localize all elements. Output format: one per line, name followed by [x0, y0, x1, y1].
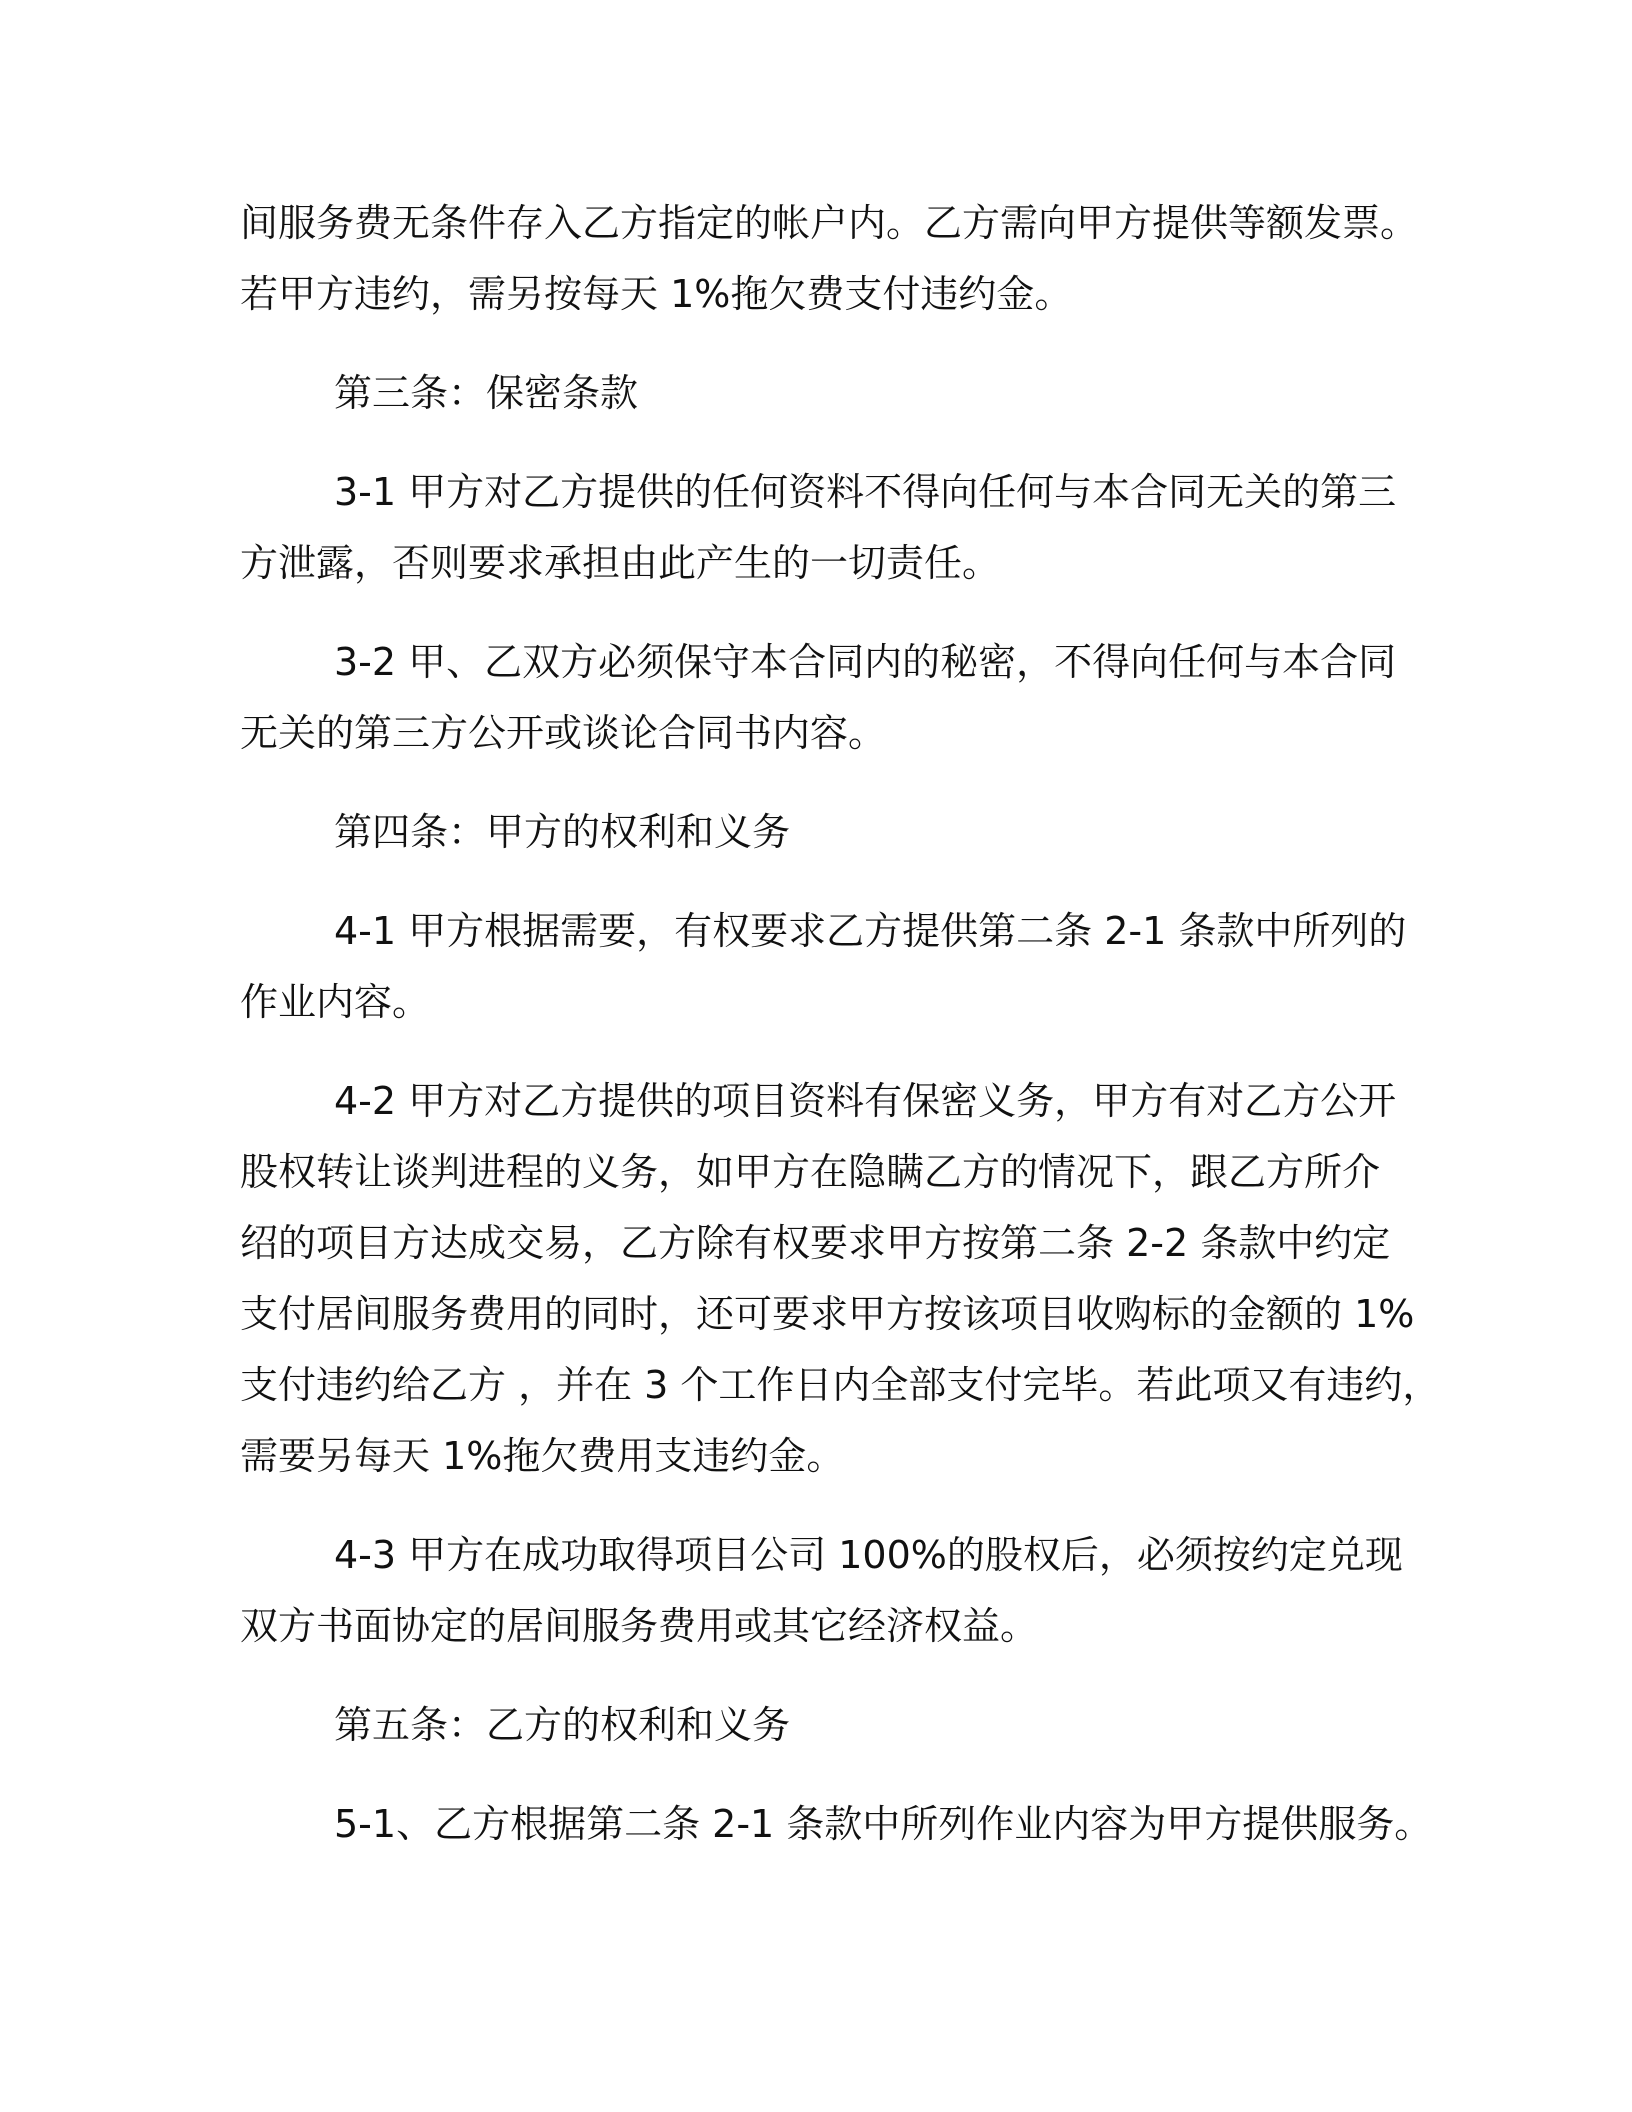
text-line: 无关的第三方公开或谈论合同书内容。 [240, 711, 887, 755]
clause-5-1 [240, 1789, 1433, 1860]
text-line: 5-1、乙方根据第二条 2-1 条款中所列作业内容为甲方提供服务。 [334, 1802, 1433, 1846]
paragraph-fee-continuation [240, 188, 1419, 330]
heading-text: 第三条：保密条款 [334, 371, 639, 415]
text-line: 3-1 甲方对乙方提供的任何资料不得向任何与本合同无关的第三 [334, 470, 1397, 514]
clause-4-1 [240, 896, 1410, 1038]
text-line: 3-2 甲、乙双方必须保守本合同内的秘密，不得向任何与本合同 [334, 640, 1397, 684]
section-heading-article-3 [240, 358, 1410, 429]
text-line: 4-3 甲方在成功取得项目公司 100%的股权后，必须按约定兑现 [334, 1533, 1403, 1577]
text-line: 4-2 甲方对乙方提供的项目资料有保密义务，甲方有对乙方公开 [334, 1079, 1397, 1123]
clause-3-2 [240, 627, 1410, 769]
text-line: 方泄露，否则要求承担由此产生的一切责任。 [240, 541, 1001, 585]
text-line: 支付违约给乙方 ，并在 3 个工作日内全部支付完毕。若此项又有违约， [240, 1363, 1441, 1407]
text-line: 需要另每天 1%拖欠费用支违约金。 [240, 1434, 845, 1478]
text-line: 双方书面协定的居间服务费用或其它经济权益。 [240, 1604, 1039, 1648]
heading-text: 第五条：乙方的权利和义务 [334, 1703, 791, 1747]
clause-4-3 [240, 1520, 1410, 1662]
document-body [240, 188, 1441, 1888]
clause-3-1 [240, 457, 1410, 599]
text-line: 绍的项目方达成交易，乙方除有权要求甲方按第二条 2-2 条款中约定 [240, 1221, 1391, 1265]
text-line: 作业内容。 [240, 980, 431, 1024]
text-line: 4-1 甲方根据需要，有权要求乙方提供第二条 2-1 条款中所列的 [334, 909, 1407, 953]
heading-text: 第四条：甲方的权利和义务 [334, 810, 791, 854]
text-line: 间服务费无条件存入乙方指定的帐户内。乙方需向甲方提供等额发票。 [240, 201, 1419, 245]
clause-4-2 [240, 1066, 1441, 1492]
text-line: 股权转让谈判进程的义务，如甲方在隐瞒乙方的情况下，跟乙方所介 [240, 1150, 1381, 1194]
section-heading-article-4 [240, 797, 1410, 868]
text-line: 支付居间服务费用的同时，还可要求甲方按该项目收购标的金额的 1% [240, 1292, 1415, 1336]
text-line: 若甲方违约，需另按每天 1%拖欠费支付违约金。 [240, 272, 1073, 316]
section-heading-article-5 [240, 1690, 1410, 1761]
